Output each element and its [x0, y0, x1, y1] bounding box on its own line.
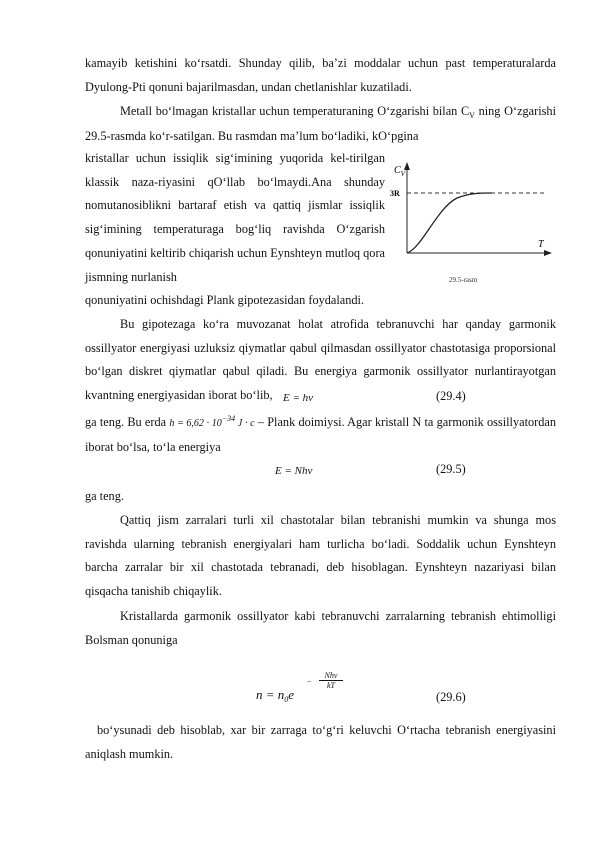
- paragraph-8: bo‘ysunadi deb hisoblab, xar bir zarraga to‘g‘ri keluvchi O‘rtacha tebranish energiyasini aniqlash mumkin.: [85, 723, 556, 761]
- paragraph-6: Qattiq jism zarralari turli xil chastotalar bilan tebranishi mumkin va shunga mos ravishda ularning tebranish energiyalari ham turlicha bo‘ladi. Soddalik uchun Eynshteyn barcha zarralar bir xil chastotada tebranadi, deb hisoblagan. Eynshteyn nazariyasi bilan qisqacha tanishib chiqaylik.: [85, 513, 556, 599]
- figure-caption: 29.5-rasm: [449, 276, 478, 284]
- paragraph-1: kamayib ketishini ko‘rsatdi. Shunday qilib, ba’zi moddalar uchun past temperaturalarda Dyulong-Pti qonuni bajarilmasdan, undan chetlanishlar kuzatiladi.: [85, 56, 556, 94]
- paragraph-7: Kristallarda garmonik ossillyator kabi tebranuvchi zarralarning tebranish ehtimolligi Bolsman qonuniga: [85, 609, 556, 647]
- exponent-minus-sign: −: [307, 677, 312, 686]
- equation-29-5: E = Nhν: [275, 465, 313, 477]
- paragraph-5: ga teng.: [85, 489, 124, 503]
- paragraph-2-wrap: kristallar uchun issiqlik sig‘imining yuqorida kel-tirilgan klassik naza-riyasini qO‘llab bo‘lmaydi.Ana shunday nomutanosiblikni bartaraf etish va qattiq jismlar issiqlik sig‘imining temperaturaga bog‘liq ravishda O‘zgarish qonuniyatini keltirib chiqarish uchun Eynshteyn mutloq qora jismning nurlanish: [85, 151, 385, 284]
- y-axis-label: $C_V$: [394, 165, 405, 178]
- equation-29-6: $n = n_0e$: [256, 687, 295, 704]
- p4-text-b: – Plank doimiysi. Agar kristall N ta garmonik ossillyatordan iborat bo‘lsa, to‘la energiya: [85, 415, 556, 454]
- p4-text-a: ga teng. Bu erda: [85, 415, 170, 429]
- paragraph-4: [85, 411, 556, 459]
- equation-29-4: E = hν: [283, 392, 314, 404]
- cv-curve: [407, 193, 492, 253]
- y-axis-arrow: [404, 162, 410, 170]
- x-axis-arrow: [544, 250, 552, 256]
- planck-constant-formula: $h = 6,62 \cdot 10^{-34}$ J · c: [169, 414, 255, 429]
- heat-capacity-graph: [392, 158, 556, 278]
- equation-number-29-5: (29.5): [436, 462, 466, 476]
- p2-intro-text: Metall bo‘lmagan kristallar uchun temperaturaning O‘zgarishi bilan C: [120, 104, 470, 118]
- x-axis-label: T: [538, 239, 544, 250]
- paragraph-2-intro: [85, 100, 556, 148]
- equation-29-6-exponent: − Nhν kT: [315, 671, 347, 690]
- equation-number-29-4: (29.4): [436, 389, 466, 403]
- paragraph-2-tail: qonuniyatini ochishdagi Plank gipotezasidan foydalandi.: [85, 293, 365, 307]
- paragraph-3: Bu gipotezaga ko‘ra muvozanat holat atrofida tebranuvchi har qanday garmonik ossillyator energiyasi uzluksiz qiymatlar qabul qilmasdan ossillyator chastotasiga proporsional bo‘lgan diskret qiymatlar qabul qiladi. Bu energiya garmonik ossillyator nurlantirayotgan kvantning energiyasidan iborat bo‘lib,: [85, 317, 556, 403]
- heat-capacity-figure: [392, 158, 556, 288]
- p2-rest-text: ning O‘zgarishi 29.5-rasmda ko‘r-satilgan. Bu rasmdan ma’lum bo‘ladiki, kO‘pgina: [85, 104, 556, 143]
- equation-number-29-6: (29.6): [436, 690, 466, 704]
- level-label-3r: 3R: [390, 189, 400, 198]
- cv-subscript: V: [469, 111, 475, 120]
